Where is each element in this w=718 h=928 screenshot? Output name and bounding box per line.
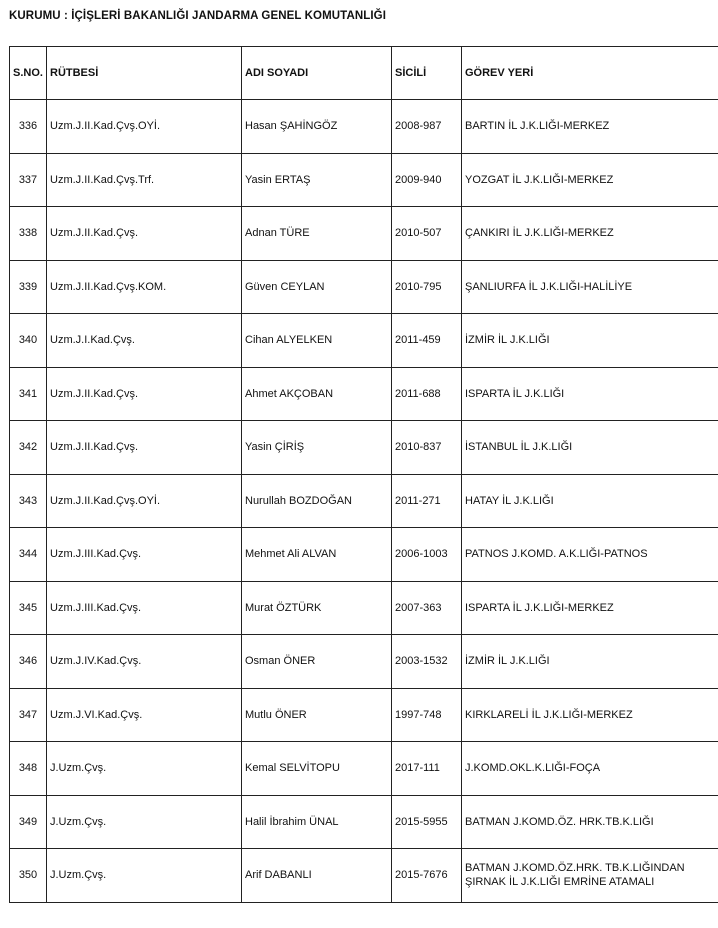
row-rank: Uzm.J.I.Kad.Çvş. xyxy=(47,314,242,368)
row-registry-number: 2008-987 xyxy=(392,100,462,154)
table-row xyxy=(10,581,718,635)
row-full-name: Cihan ALYELKEN xyxy=(242,314,392,368)
column-header-name: ADI SOYADI xyxy=(242,47,392,100)
duty-station-line: BARTIN İL J.K.LIĞI-MERKEZ xyxy=(465,120,610,133)
row-rank: J.Uzm.Çvş. xyxy=(47,795,242,849)
duty-station-line: ISPARTA İL J.K.LIĞI xyxy=(465,387,565,400)
row-number: 340 xyxy=(10,314,47,368)
row-rank: Uzm.J.II.Kad.Çvş.OYİ. xyxy=(47,100,242,154)
row-number: 341 xyxy=(10,367,47,421)
row-duty-station xyxy=(462,849,718,903)
row-full-name: Arif DABANLI xyxy=(242,849,392,903)
row-duty-station xyxy=(462,581,718,635)
row-rank: Uzm.J.III.Kad.Çvş. xyxy=(47,528,242,582)
row-registry-number: 2011-688 xyxy=(392,367,462,421)
table-row xyxy=(10,474,718,528)
row-duty-station xyxy=(462,207,718,261)
row-duty-station xyxy=(462,528,718,582)
row-registry-number: 2003-1532 xyxy=(392,635,462,689)
row-duty-station xyxy=(462,688,718,742)
table-row xyxy=(10,367,718,421)
row-full-name: Hasan ŞAHİNGÖZ xyxy=(242,100,392,154)
duty-station-line: İZMİR İL J.K.LIĞI xyxy=(465,655,550,668)
row-rank: J.Uzm.Çvş. xyxy=(47,849,242,903)
row-rank: Uzm.J.II.Kad.Çvş. xyxy=(47,367,242,421)
row-rank: Uzm.J.II.Kad.Çvş.OYİ. xyxy=(47,474,242,528)
row-registry-number: 2007-363 xyxy=(392,581,462,635)
row-duty-station xyxy=(462,474,718,528)
table-header-row xyxy=(10,47,718,100)
row-rank: J.Uzm.Çvş. xyxy=(47,742,242,796)
row-full-name: Murat ÖZTÜRK xyxy=(242,581,392,635)
duty-station-line: İZMİR İL J.K.LIĞI xyxy=(465,334,550,347)
row-registry-number: 2006-1003 xyxy=(392,528,462,582)
row-full-name: Osman ÖNER xyxy=(242,635,392,689)
row-rank: Uzm.J.VI.Kad.Çvş. xyxy=(47,688,242,742)
row-number: 346 xyxy=(10,635,47,689)
row-registry-number: 2010-837 xyxy=(392,421,462,475)
column-header-number: S.NO. xyxy=(10,47,47,100)
table-row xyxy=(10,421,718,475)
duty-station-line: ÇANKIRI İL J.K.LIĞI-MERKEZ xyxy=(465,227,614,240)
row-full-name: Mutlu ÖNER xyxy=(242,688,392,742)
row-full-name: Halil İbrahim ÜNAL xyxy=(242,795,392,849)
table-row xyxy=(10,849,718,903)
row-full-name: Yasin ERTAŞ xyxy=(242,153,392,207)
table-row xyxy=(10,688,718,742)
row-registry-number: 2010-795 xyxy=(392,260,462,314)
row-duty-station xyxy=(462,635,718,689)
row-number: 337 xyxy=(10,153,47,207)
row-duty-station xyxy=(462,153,718,207)
row-registry-number: 2015-7676 xyxy=(392,849,462,903)
row-full-name: Yasin ÇİRİŞ xyxy=(242,421,392,475)
row-duty-station xyxy=(462,421,718,475)
personnel-table xyxy=(9,46,718,903)
table-row xyxy=(10,314,718,368)
row-registry-number: 1997-748 xyxy=(392,688,462,742)
duty-station-line: BATMAN J.KOMD.ÖZ.HRK. TB.K.LIĞINDAN xyxy=(465,862,685,875)
row-number: 339 xyxy=(10,260,47,314)
duty-station-line: BATMAN J.KOMD.ÖZ. HRK.TB.K.LIĞI xyxy=(465,815,654,828)
duty-station-line: KIRKLARELİ İL J.K.LIĞI-MERKEZ xyxy=(465,708,633,721)
table-body xyxy=(10,100,718,903)
row-full-name: Kemal SELVİTOPU xyxy=(242,742,392,796)
row-rank: Uzm.J.II.Kad.Çvş.Trf. xyxy=(47,153,242,207)
table-row xyxy=(10,100,718,154)
table-row xyxy=(10,635,718,689)
row-rank: Uzm.J.III.Kad.Çvş. xyxy=(47,581,242,635)
duty-station-line: YOZGAT İL J.K.LIĞI-MERKEZ xyxy=(465,173,614,186)
row-rank: Uzm.J.II.Kad.Çvş. xyxy=(47,207,242,261)
row-registry-number: 2017-111 xyxy=(392,742,462,796)
row-duty-station xyxy=(462,314,718,368)
table-row xyxy=(10,153,718,207)
row-registry-number: 2015-5955 xyxy=(392,795,462,849)
row-full-name: Mehmet Ali ALVAN xyxy=(242,528,392,582)
row-number: 345 xyxy=(10,581,47,635)
row-rank: Uzm.J.II.Kad.Çvş. xyxy=(47,421,242,475)
row-registry-number: 2011-271 xyxy=(392,474,462,528)
row-number: 336 xyxy=(10,100,47,154)
row-full-name: Güven CEYLAN xyxy=(242,260,392,314)
row-rank: Uzm.J.II.Kad.Çvş.KOM. xyxy=(47,260,242,314)
table-row xyxy=(10,207,718,261)
column-header-duty-station: GÖREV YERİ xyxy=(462,47,718,100)
row-full-name: Nurullah BOZDOĞAN xyxy=(242,474,392,528)
row-duty-station xyxy=(462,742,718,796)
page-title: KURUMU : İÇİŞLERİ BAKANLIĞI JANDARMA GENEL KOMUTANLIĞI xyxy=(9,10,387,22)
row-full-name: Ahmet AKÇOBAN xyxy=(242,367,392,421)
column-header-rank: RÜTBESİ xyxy=(47,47,242,100)
row-number: 349 xyxy=(10,795,47,849)
table-row xyxy=(10,528,718,582)
duty-station-line: HATAY İL J.K.LIĞI xyxy=(465,494,554,507)
row-number: 350 xyxy=(10,849,47,903)
row-duty-station xyxy=(462,260,718,314)
row-registry-number: 2011-459 xyxy=(392,314,462,368)
row-duty-station xyxy=(462,100,718,154)
row-number: 348 xyxy=(10,742,47,796)
row-number: 344 xyxy=(10,528,47,582)
row-registry-number: 2010-507 xyxy=(392,207,462,261)
row-duty-station xyxy=(462,795,718,849)
row-registry-number: 2009-940 xyxy=(392,153,462,207)
table-row xyxy=(10,742,718,796)
duty-station-line: PATNOS J.KOMD. A.K.LIĞI-PATNOS xyxy=(465,548,648,561)
duty-station-line: ISPARTA İL J.K.LIĞI-MERKEZ xyxy=(465,601,614,614)
column-header-registry: SİCİLİ xyxy=(392,47,462,100)
row-number: 338 xyxy=(10,207,47,261)
duty-station-line: ŞIRNAK İL J.K.LIĞI EMRİNE ATAMALI xyxy=(465,876,655,889)
row-duty-station xyxy=(462,367,718,421)
table-row xyxy=(10,795,718,849)
duty-station-line: J.KOMD.OKL.K.LIĞI-FOÇA xyxy=(465,762,601,775)
row-number: 342 xyxy=(10,421,47,475)
row-full-name: Adnan TÜRE xyxy=(242,207,392,261)
duty-station-line: ŞANLIURFA İL J.K.LIĞI-HALİLİYE xyxy=(465,280,633,293)
table-row xyxy=(10,260,718,314)
row-number: 343 xyxy=(10,474,47,528)
duty-station-line: İSTANBUL İL J.K.LIĞI xyxy=(465,441,573,454)
row-rank: Uzm.J.IV.Kad.Çvş. xyxy=(47,635,242,689)
row-number: 347 xyxy=(10,688,47,742)
